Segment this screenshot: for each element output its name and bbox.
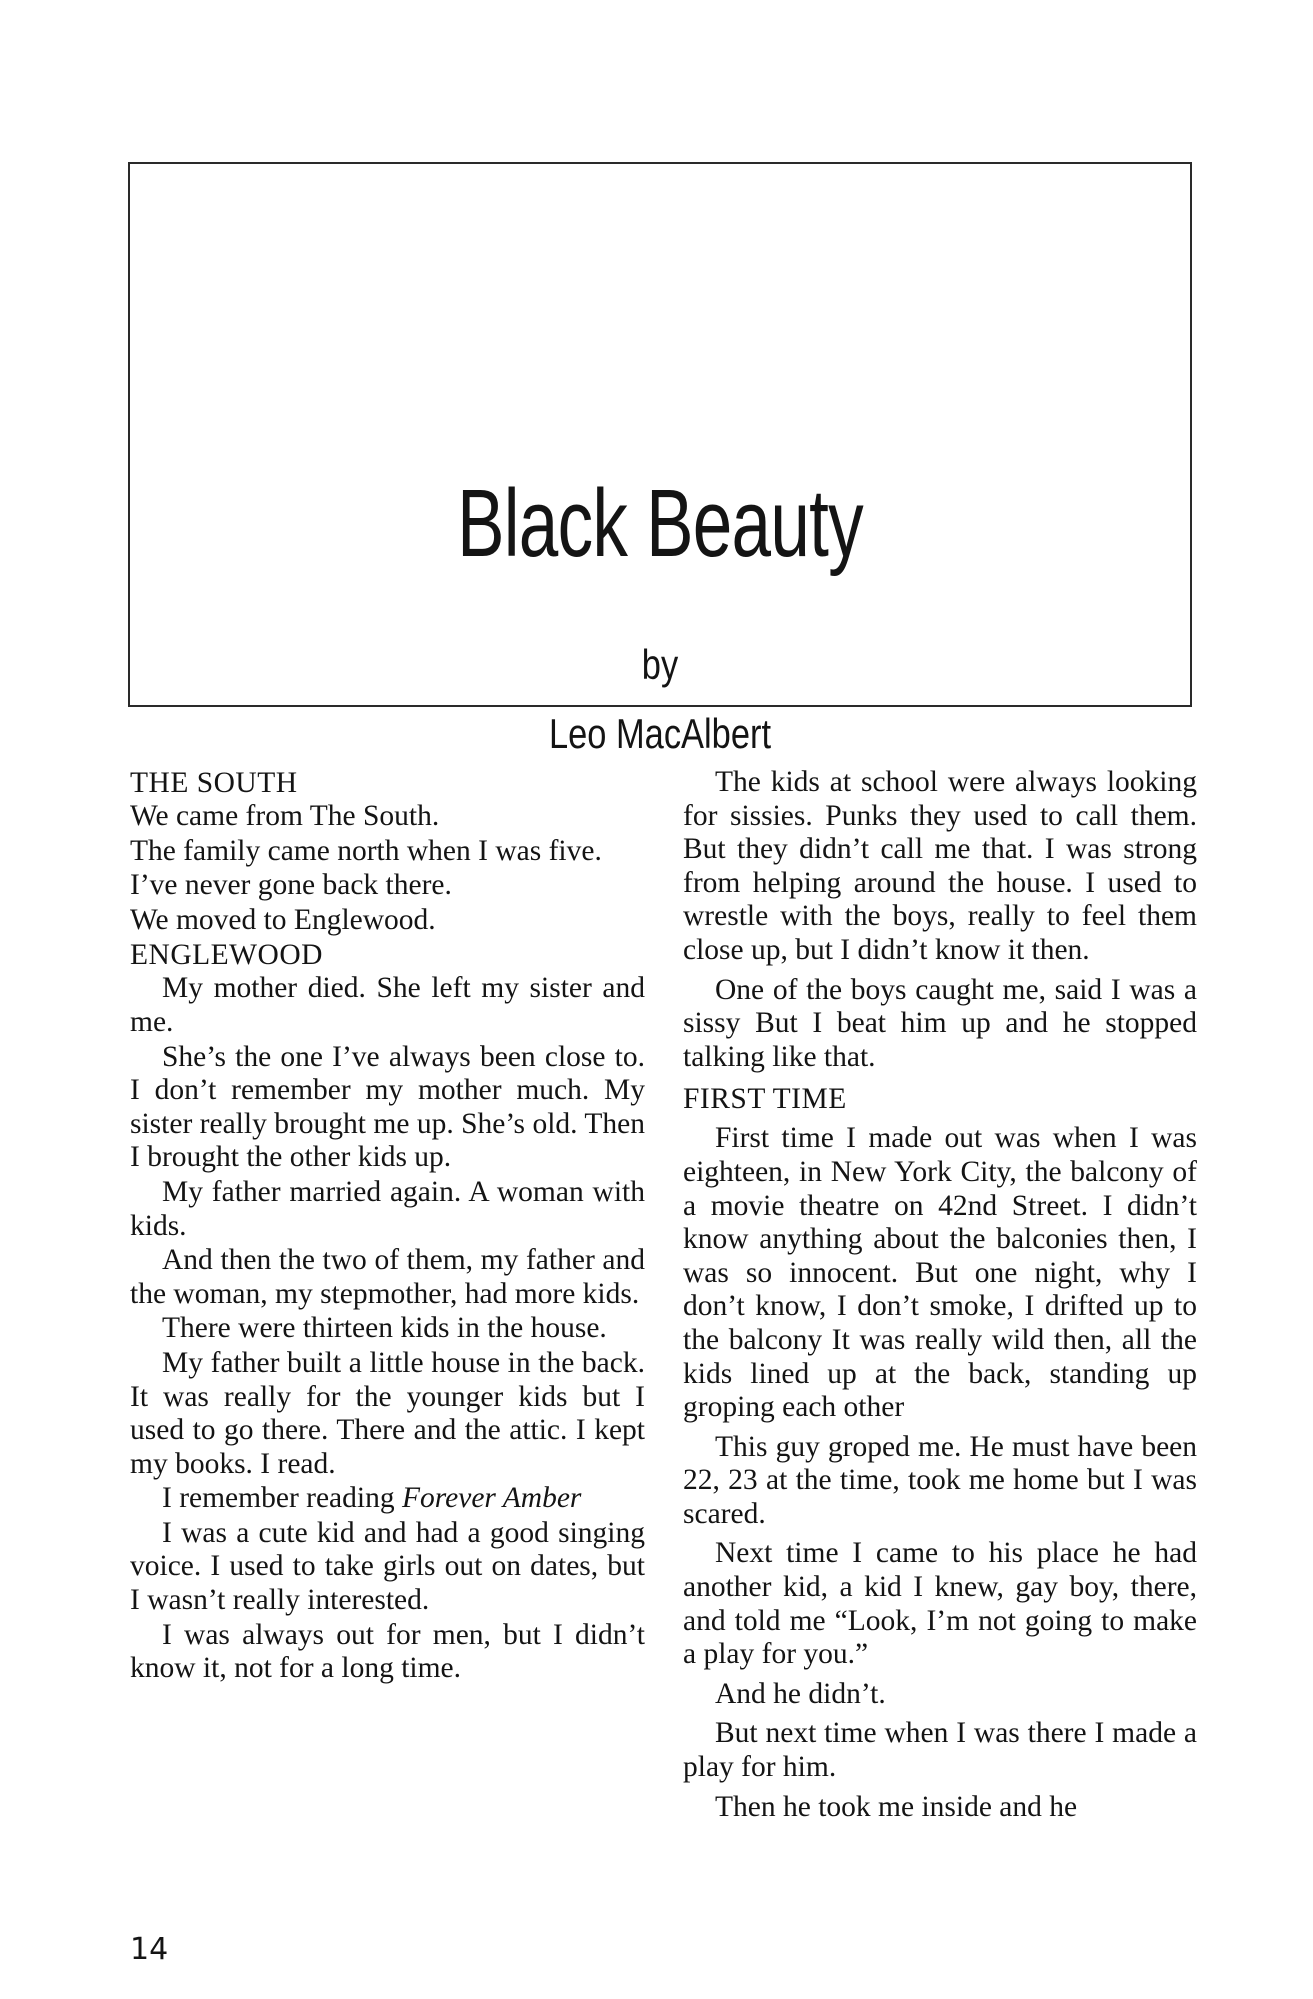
paragraph: My father married again. A woman with kids. — [130, 1175, 645, 1242]
paragraph: This guy groped me. He must have been 22, 23 at the time, took me home but I was scared. — [683, 1430, 1197, 1530]
paragraph-with-book-title — [130, 1482, 645, 1516]
section-heading-first-time: FIRST TIME — [683, 1083, 847, 1116]
book-title: Forever Amber — [401, 1482, 582, 1515]
paragraph: The kids at school were always looking for sissies. Punks they used to call them. But they didn’t call me that. I was strong from helping around the house. I used to wrestle with the boys, really to feel them close up, but I didn’t know it then. — [683, 766, 1197, 966]
page-number: 14 — [130, 1932, 169, 1967]
paragraph: She’s the one I’ve always been close to. I don’t remember my mother much. My sister really brought me up. She’s old. Then I brought the other kids up. — [130, 1040, 645, 1174]
title-box — [128, 162, 1192, 757]
paragraph: And then the two of them, my father and the woman, my stepmother, had more kids. — [130, 1244, 645, 1310]
paragraph: There were thirteen kids in the house. — [162, 1312, 607, 1345]
paragraph: My father built a little house in the back. It was really for the younger kids but I used to go there. There and the attic. I kept my books. I read. — [130, 1346, 645, 1480]
paragraph: I was a cute kid and had a good singing voice. I used to take girls out on dates, but I wasn’t really interested. — [130, 1516, 645, 1617]
paragraph: And he didn’t. — [715, 1677, 886, 1710]
paragraph: I’ve never gone back there. — [130, 869, 452, 902]
section-heading-the-south: THE SOUTH — [130, 767, 298, 799]
paragraph: First time I made out was when I was eighteen, in New York City, the balcony of a movie theatre on 42nd Street. I didn’t know anything about the balconies then, I was so innocent. But one night, why I don’t know, I don’t smoke, I drifted up to the balcony It was really wild then, all the kids lined up at the back, standing up groping each other — [683, 1122, 1197, 1424]
paragraph: The family came north when I was five. — [130, 834, 602, 867]
paragraph: Next time I came to his place he had another kid, a kid I knew, gay boy, there, and told me “Look, I’m not going to make a play for you.” — [683, 1537, 1197, 1671]
paragraph-text: I remember reading — [162, 1482, 402, 1515]
section-heading-englewood: ENGLEWOOD — [130, 939, 323, 972]
paragraph: We came from The South. — [130, 800, 440, 832]
paragraph: Then he took me inside and he — [715, 1790, 1078, 1823]
paragraph: One of the boys caught me, said I was a sissy But I beat him up and he stopped talking like that. — [683, 973, 1197, 1073]
paragraph: We moved to Englewood. — [130, 903, 436, 936]
right-column — [683, 766, 1197, 1830]
byline: by — [641, 641, 679, 688]
left-column — [130, 766, 645, 1687]
author-name: Leo MacAlbert — [548, 710, 772, 757]
story-title: Black Beauty — [457, 470, 863, 577]
paragraph: But next time when I was there I made a play for him. — [683, 1717, 1197, 1784]
paragraph: My mother died. She left my sister and me. — [130, 972, 645, 1038]
paragraph: I was always out for men, but I didn’t know it, not for a long time. — [130, 1618, 645, 1685]
